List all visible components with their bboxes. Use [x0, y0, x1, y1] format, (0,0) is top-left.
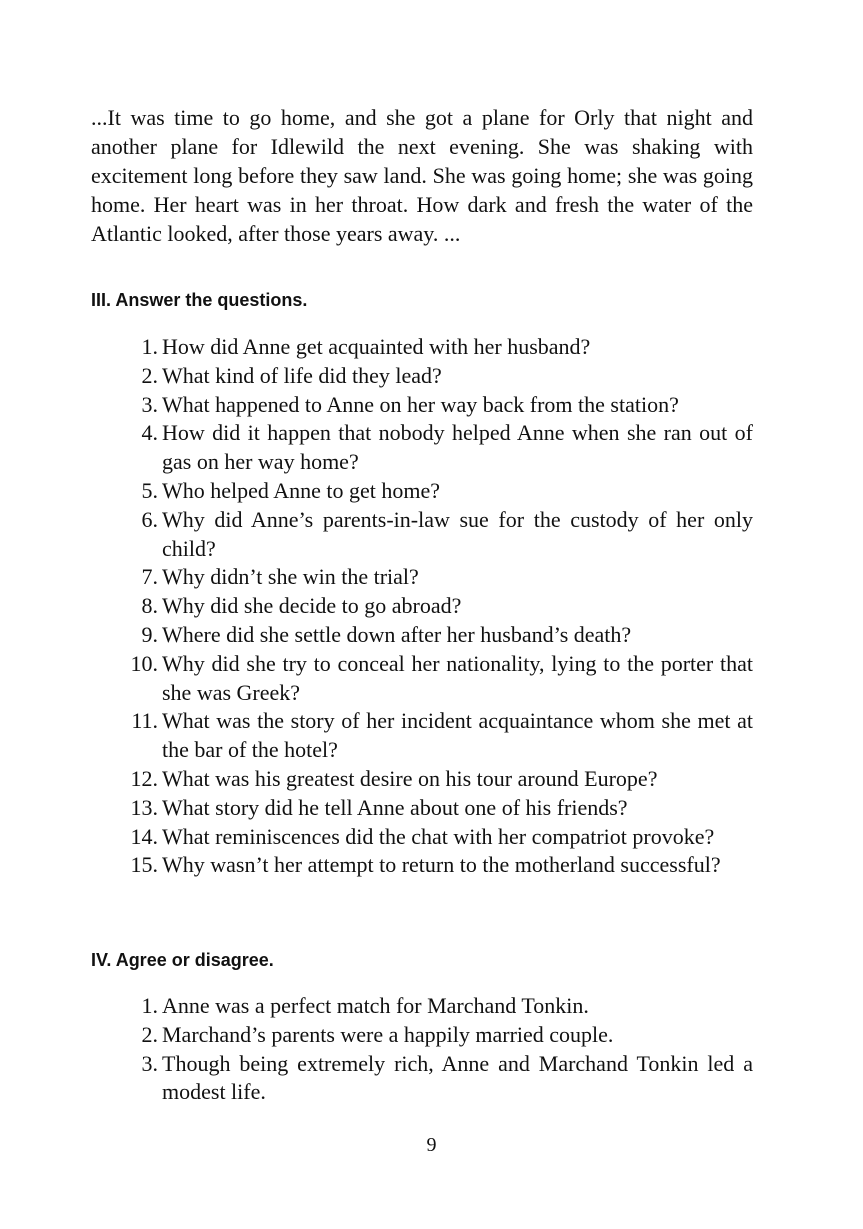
item-text: What was his greatest desire on his tour around Europe?	[162, 765, 658, 791]
item-number: 4.	[141, 420, 158, 446]
list-item	[91, 794, 753, 823]
item-text: How did it happen that nobody helped Anne when she ran out of gas on her way home?	[162, 420, 753, 475]
list-item	[91, 419, 753, 477]
list-item	[91, 992, 753, 1021]
list-item	[91, 621, 753, 650]
list-item	[91, 707, 753, 765]
item-number: 7.	[141, 564, 158, 590]
list-item	[91, 477, 753, 506]
list-item	[91, 1050, 753, 1108]
item-text: What was the story of her incident acquaintance whom she met at the bar of the hotel?	[162, 708, 753, 763]
item-text: Though being extremely rich, Anne and Marchand Tonkin led a modest life.	[162, 1050, 753, 1105]
item-number: 9.	[141, 621, 158, 647]
section-3-heading: III. Answer the questions.	[91, 290, 308, 310]
item-text: Marchand’s parents were a happily married couple.	[162, 1021, 614, 1047]
item-number: 3.	[141, 1050, 158, 1076]
list-item	[91, 506, 753, 564]
item-text: Why did Anne’s parents-in-law sue for the custody of her only child?	[162, 506, 753, 561]
item-text: Why did she try to conceal her nationality, lying to the porter that she was Greek?	[162, 650, 753, 705]
item-text: Where did she settle down after her husband’s death?	[162, 621, 632, 647]
item-number: 11.	[131, 708, 158, 734]
item-number: 2.	[141, 1021, 158, 1047]
page-number: 9	[426, 1134, 437, 1156]
item-text: Anne was a perfect match for Marchand Tonkin.	[162, 993, 589, 1018]
list-item	[91, 362, 753, 391]
list-item	[91, 592, 753, 621]
item-number: 13.	[130, 794, 158, 820]
list-item	[91, 650, 753, 708]
intro-paragraph: ...It was time to go home, and she got a plane for Orly that night and another plane for Idlewild the next evening. She was shaking with excitement long before they saw land. She was going home; she was going home. Her heart was in her throat. How dark and fresh the water of the Atlantic looked, after those years away. ...	[91, 105, 753, 246]
questions-list	[91, 333, 753, 880]
item-text: What happened to Anne on her way back from the station?	[162, 391, 679, 417]
item-text: What story did he tell Anne about one of his friends?	[162, 794, 628, 820]
list-item	[91, 765, 753, 794]
list-item	[91, 1021, 753, 1050]
list-item	[91, 333, 753, 362]
item-number: 3.	[141, 391, 158, 417]
item-number: 14.	[130, 823, 158, 849]
item-number: 6.	[141, 506, 158, 532]
item-text: What reminiscences did the chat with her compatriot provoke?	[162, 823, 715, 849]
item-number: 12.	[130, 765, 158, 791]
item-number: 5.	[141, 477, 158, 503]
item-number: 10.	[130, 650, 158, 676]
list-item	[91, 823, 753, 852]
item-text: Why did she decide to go abroad?	[162, 593, 462, 619]
item-text: How did Anne get acquainted with her husband?	[162, 334, 591, 359]
item-number: 1.	[141, 334, 158, 359]
section-4-heading: IV. Agree or disagree.	[91, 950, 274, 970]
item-number: 1.	[141, 993, 158, 1018]
list-item	[91, 391, 753, 420]
item-number: 2.	[141, 362, 158, 388]
item-text: What kind of life did they lead?	[162, 362, 442, 388]
item-number: 15.	[130, 852, 158, 878]
list-item	[91, 851, 753, 880]
list-item	[91, 563, 753, 592]
item-text: Why wasn’t her attempt to return to the motherland successful?	[162, 852, 721, 878]
statements-list	[91, 992, 753, 1107]
item-text: Who helped Anne to get home?	[162, 477, 440, 503]
item-number: 8.	[141, 593, 158, 619]
item-text: Why didn’t she win the trial?	[162, 564, 419, 590]
